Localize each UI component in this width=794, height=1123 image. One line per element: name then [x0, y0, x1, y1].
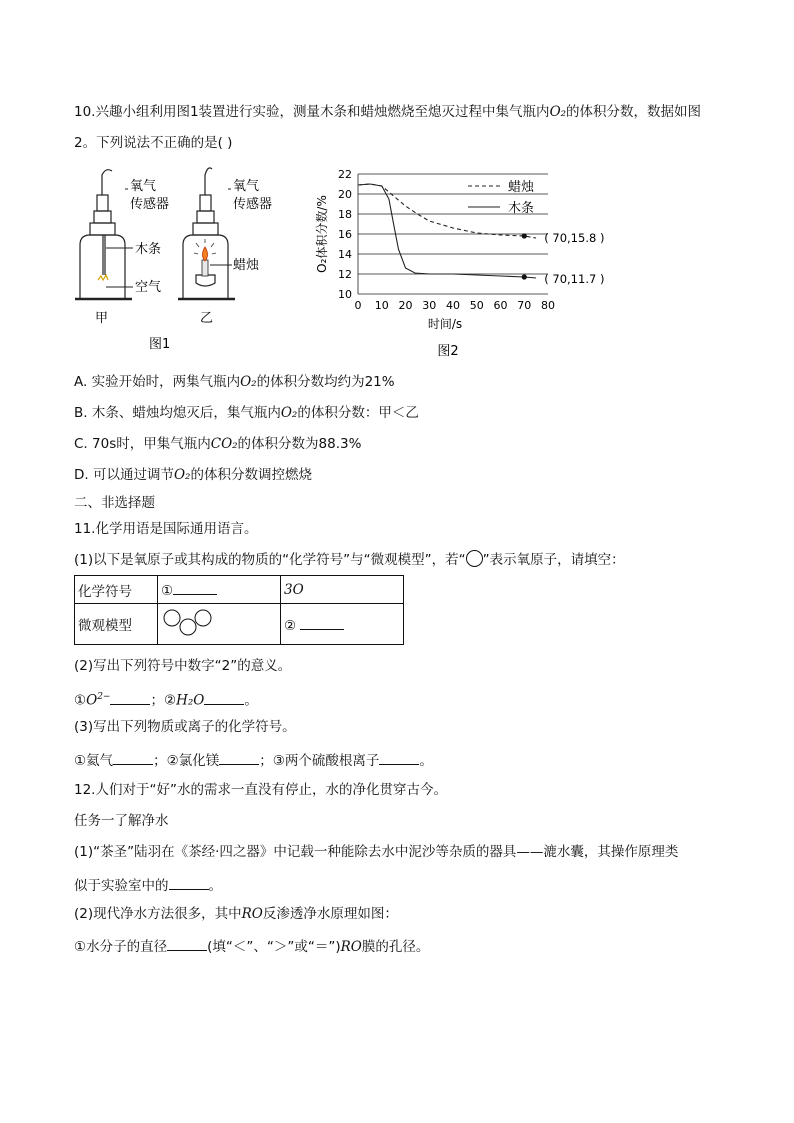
series-line-2	[358, 184, 536, 278]
x-tick-label: 40	[446, 299, 460, 312]
label-candle: 蜡烛	[233, 258, 260, 273]
q10-stem-line1: 10.兴趣小组利用图1装置进行实验，测量木条和蜡烛燃烧至熄灭过程中集气瓶内O₂的体积分数，数据如图	[74, 104, 702, 120]
answer-blank-7[interactable]	[379, 750, 419, 765]
y-axis-title: O₂体积分数/%	[315, 195, 329, 273]
y-tick-label: 20	[338, 188, 352, 201]
y-tick-label: 18	[338, 208, 352, 221]
table-cell-model	[158, 604, 281, 645]
label-oxygen-a: 氧气	[130, 179, 157, 194]
figure-2-caption: 图2	[437, 344, 459, 359]
legend-label-2: 木条	[508, 201, 535, 216]
annotation-point-2	[522, 274, 527, 279]
q11-table	[74, 575, 404, 645]
q11-title: 11.化学用语是国际通用语言。	[74, 521, 258, 537]
y-tick-label: 14	[338, 248, 352, 261]
q12-part1: (1)“茶圣”陆羽在《茶经·四之器》中记载一种能除去水中泥沙等杂质的器具——漉水囊，其操作原理类	[74, 844, 679, 860]
q12-part2-item1: ①水分子的直径 (填“＜”、“＞”或“＝”)RO膜的孔径。	[74, 936, 429, 956]
jar-b	[178, 168, 235, 299]
label-jar-a: 甲	[95, 311, 109, 326]
answer-blank-2[interactable]	[300, 615, 344, 630]
option-c: C. 70s时，甲集气瓶内CO₂的体积分数为88.3%	[74, 436, 362, 452]
option-d: D. 可以通过调节O₂的体积分数调控燃烧	[74, 467, 312, 483]
answer-blank-4[interactable]	[204, 690, 244, 705]
label-jar-b: 乙	[200, 311, 214, 326]
answer-blank-3[interactable]	[110, 690, 150, 705]
legend-label-1: 蜡烛	[508, 180, 535, 195]
table-cell-blank-1: ①	[158, 576, 281, 604]
table-head-model: 微观模型	[75, 604, 158, 645]
y-tick-label: 22	[338, 168, 352, 181]
q11-part3: (3)写出下列物质或离子的化学符号。	[74, 719, 296, 735]
x-tick-label: 50	[469, 299, 484, 312]
answer-blank-9[interactable]	[167, 936, 207, 951]
answer-blank-5[interactable]	[113, 750, 153, 765]
annotation-point-1	[522, 233, 527, 238]
label-wood: 木条	[135, 242, 162, 257]
answer-blank-6[interactable]	[219, 750, 259, 765]
q11-part1: (1)以下是氧原子或其构成的物质的“化学符号”与“微观模型”，若“ ”表示氧原子，请填空：	[74, 552, 625, 568]
q12-part2: (2)现代净水方法很多，其中RO反渗透净水原理如图：	[74, 906, 398, 922]
x-tick-label: 0	[354, 299, 362, 312]
q11-part3-items: ①氦气 ；②氯化镁 ；③两个硫酸根离子 。	[74, 750, 433, 770]
q11-part2-items: $①O^{2-}$ ；②H₂O 。	[74, 688, 258, 710]
y-tick-label: 12	[338, 268, 352, 281]
answer-blank-1[interactable]	[173, 580, 217, 595]
label-sensor-b: 传感器	[233, 197, 273, 212]
q12-task1: 任务一了解净水	[74, 813, 169, 829]
figure-2-chart	[310, 162, 610, 362]
label-sensor-a: 传感器	[130, 197, 170, 212]
section-heading: 二、非选择题	[74, 495, 155, 511]
x-axis-title: 时间/s	[427, 317, 463, 331]
oxygen-atom-icon	[466, 550, 483, 567]
table-cell-3o: 3O	[281, 576, 404, 604]
x-tick-label: 70	[517, 299, 532, 312]
x-tick-label: 20	[398, 299, 413, 312]
x-tick-label: 80	[541, 299, 555, 312]
answer-blank-8[interactable]	[169, 875, 209, 890]
q10-stem-line2: 2。下列说法不正确的是( )	[74, 135, 233, 151]
annotation-label-2: ( 70,11.7 )	[544, 272, 605, 286]
option-b: B. 木条、蜡烛均熄灭后，集气瓶内O₂的体积分数：甲＜乙	[74, 405, 419, 421]
figure-1-apparatus	[70, 165, 290, 360]
option-a: A. 实验开始时，两集气瓶内O₂的体积分数均约为21%	[74, 374, 395, 390]
q12-part1-cont: 似于实验室中的 。	[74, 875, 222, 895]
annotation-label-1: ( 70,15.8 )	[544, 231, 605, 245]
label-air: 空气	[135, 280, 162, 295]
q12-title: 12.人们对于“好”水的需求一直没有停止，水的净化贯穿古今。	[74, 782, 447, 798]
figure-1-caption: 图1	[149, 337, 171, 352]
table-head-symbol: 化学符号	[75, 576, 158, 604]
label-oxygen-b: 氧气	[233, 179, 260, 194]
molecule-model-icon	[161, 607, 221, 637]
y-tick-label: 10	[338, 288, 352, 301]
x-tick-label: 30	[422, 299, 437, 312]
q11-part2: (2)写出下列符号中数字“2”的意义。	[74, 658, 292, 674]
y-tick-label: 16	[338, 228, 352, 241]
x-tick-label: 60	[493, 299, 508, 312]
table-cell-blank-2: ②	[281, 604, 404, 645]
x-tick-label: 10	[374, 299, 389, 312]
